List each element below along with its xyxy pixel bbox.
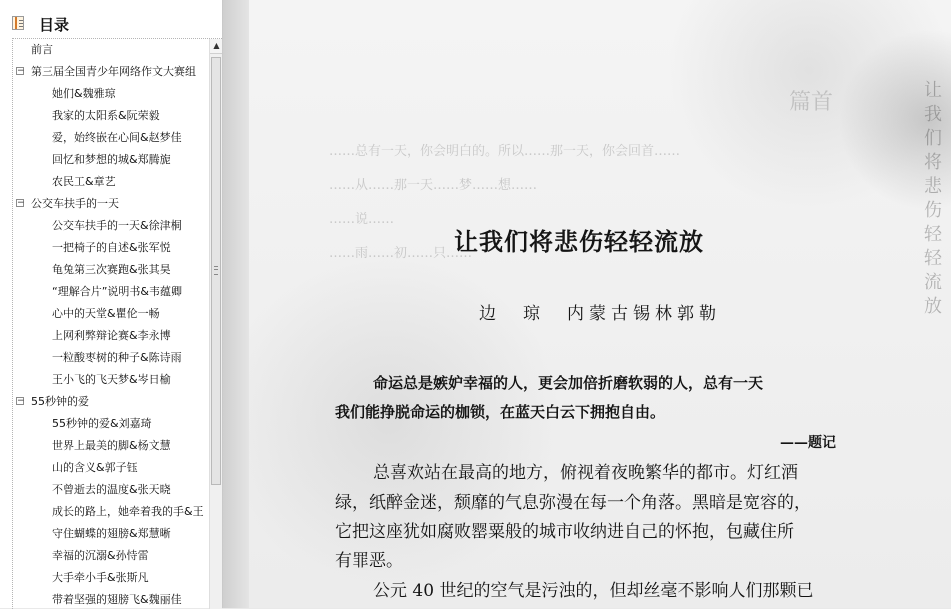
document-viewer[interactable] bbox=[223, 0, 951, 608]
toc-section-item[interactable] bbox=[13, 193, 209, 215]
toc-item-label: 前言 bbox=[31, 43, 53, 56]
toc-header bbox=[0, 0, 222, 38]
scroll-grip-icon bbox=[214, 266, 218, 275]
toc-article-item[interactable] bbox=[13, 501, 209, 523]
article-author: 边 琼 内蒙古锡林郭勒 bbox=[479, 304, 721, 324]
toc-article-item[interactable] bbox=[13, 457, 209, 479]
epigraph-line: 命运总是嫉妒幸福的人，更会加倍折磨软弱的人，总有一天 bbox=[373, 374, 764, 392]
toc-item-label: 农民工&章艺 bbox=[52, 175, 116, 188]
toc-article-item[interactable] bbox=[13, 369, 209, 391]
toc-item-label: 心中的天堂&瞿伦一畅 bbox=[52, 307, 160, 320]
toc-item-label: 成长的路上，她牵着我的手&王 bbox=[52, 505, 204, 518]
toc-article-item[interactable] bbox=[13, 545, 209, 567]
toc-article-item[interactable] bbox=[13, 215, 209, 237]
collapse-toggle-icon[interactable]: − bbox=[17, 198, 25, 208]
toc-tree bbox=[12, 38, 222, 609]
toc-article-item[interactable] bbox=[13, 83, 209, 105]
toc-panel bbox=[0, 0, 223, 608]
toc-item-label: 带着坚强的翅膀飞&魏丽佳 bbox=[52, 593, 182, 606]
toc-item-label: 爱，始终嵌在心间&赵梦佳 bbox=[52, 131, 182, 144]
toc-item-label: “理解合片”说明书&韦蕴卿 bbox=[52, 285, 182, 298]
page-gutter bbox=[223, 0, 249, 608]
toc-item-label: 王小飞的飞天梦&岑日榆 bbox=[52, 373, 171, 386]
bleed-through-heading: 篇首 bbox=[789, 90, 834, 115]
toc-section-item[interactable] bbox=[13, 39, 209, 61]
toc-list bbox=[13, 39, 209, 609]
toc-item-label: 守住蝴蝶的翅膀&郑慧晰 bbox=[52, 527, 171, 540]
toc-article-item[interactable] bbox=[13, 589, 209, 609]
bleed-line: ……总有一天，你会明白的。所以……那一天，你会回首…… bbox=[329, 144, 681, 159]
toc-article-item[interactable] bbox=[13, 237, 209, 259]
toc-article-item[interactable] bbox=[13, 523, 209, 545]
toc-item-label: 回忆和梦想的城&郑腾旎 bbox=[52, 153, 171, 166]
epigraph-line: 我们能挣脱命运的枷锁，在蓝天白云下拥抱自由。 bbox=[335, 403, 666, 421]
toc-article-item[interactable] bbox=[13, 325, 209, 347]
toc-article-item[interactable] bbox=[13, 281, 209, 303]
toc-item-label: 55秒钟的爱&刘嘉琦 bbox=[52, 417, 152, 430]
toc-article-item[interactable] bbox=[13, 127, 209, 149]
toc-item-label: 我家的太阳系&阮荣毅 bbox=[52, 109, 160, 122]
paragraph-line: 有罪恶。 bbox=[335, 551, 403, 571]
book-outline-icon bbox=[12, 16, 24, 30]
toc-article-item[interactable] bbox=[13, 567, 209, 589]
scroll-up-arrow-icon[interactable]: ▲ bbox=[210, 39, 222, 54]
collapse-toggle-icon[interactable]: − bbox=[17, 396, 25, 406]
collapse-toggle-icon[interactable]: − bbox=[17, 66, 25, 76]
toc-article-item[interactable] bbox=[13, 171, 209, 193]
edge-bleed-text: 让我们将悲伤轻轻流放 bbox=[921, 80, 942, 320]
toc-scrollbar[interactable] bbox=[209, 39, 222, 609]
toc-article-item[interactable] bbox=[13, 479, 209, 501]
toc-article-item[interactable] bbox=[13, 303, 209, 325]
toc-item-label: 世界上最美的脚&杨文慧 bbox=[52, 439, 171, 452]
toc-item-label: 大手牵小手&张斯凡 bbox=[52, 571, 149, 584]
toc-item-label: 她们&魏雅琼 bbox=[52, 87, 116, 100]
toc-article-item[interactable] bbox=[13, 105, 209, 127]
paragraph-line: 绿，纸醉金迷，颓靡的气息弥漫在每一个角落。黑暗是宽容的， bbox=[335, 493, 811, 513]
toc-item-label: 上网利弊辩论赛&李永博 bbox=[52, 329, 171, 342]
toc-article-item[interactable] bbox=[13, 435, 209, 457]
toc-article-item[interactable] bbox=[13, 149, 209, 171]
toc-item-label: 公交车扶手的一天&徐津桐 bbox=[52, 219, 182, 232]
toc-title: 目录 bbox=[39, 16, 70, 34]
paragraph-line: 公元 40 世纪的空气是污浊的，但却丝毫不影响人们那颗已 bbox=[373, 581, 814, 601]
toc-item-label: 第三届全国青少年网络作文大赛组 bbox=[31, 65, 196, 78]
scanned-page bbox=[249, 0, 951, 608]
toc-item-label: 一把椅子的自述&张军悦 bbox=[52, 241, 171, 254]
toc-item-label: 山的含义&郭子钰 bbox=[52, 461, 138, 474]
toc-item-label: 55秒钟的爱 bbox=[31, 395, 89, 408]
scroll-thumb[interactable] bbox=[211, 57, 221, 485]
bleed-line: ……从……那一天……梦……想…… bbox=[329, 178, 538, 193]
paragraph-line: 总喜欢站在最高的地方，俯视着夜晚繁华的都市。灯红酒 bbox=[373, 463, 798, 483]
toc-article-item[interactable] bbox=[13, 413, 209, 435]
bleed-line: ……雨……初……只…… bbox=[329, 246, 473, 261]
toc-item-label: 公交车扶手的一天 bbox=[31, 197, 119, 210]
toc-article-item[interactable] bbox=[13, 347, 209, 369]
toc-article-item[interactable] bbox=[13, 259, 209, 281]
toc-section-item[interactable] bbox=[13, 61, 209, 83]
toc-item-label: 龟兔第三次赛跑&张其昊 bbox=[52, 263, 171, 276]
paragraph-line: 它把这座犹如腐败罂粟般的城市收纳进自己的怀抱，包藏住所 bbox=[335, 522, 794, 542]
article-title: 让我们将悲伤轻轻流放 bbox=[454, 228, 704, 256]
toc-item-label: 一粒酸枣树的种子&陈诗雨 bbox=[52, 351, 182, 364]
toc-item-label: 不曾逝去的温度&张天晓 bbox=[52, 483, 171, 496]
toc-item-label: 幸福的沉溺&孙恃雷 bbox=[52, 549, 149, 562]
bleed-line: ……说…… bbox=[329, 212, 395, 227]
epigraph-signature: ——题记 bbox=[780, 435, 836, 451]
toc-section-item[interactable] bbox=[13, 391, 209, 413]
